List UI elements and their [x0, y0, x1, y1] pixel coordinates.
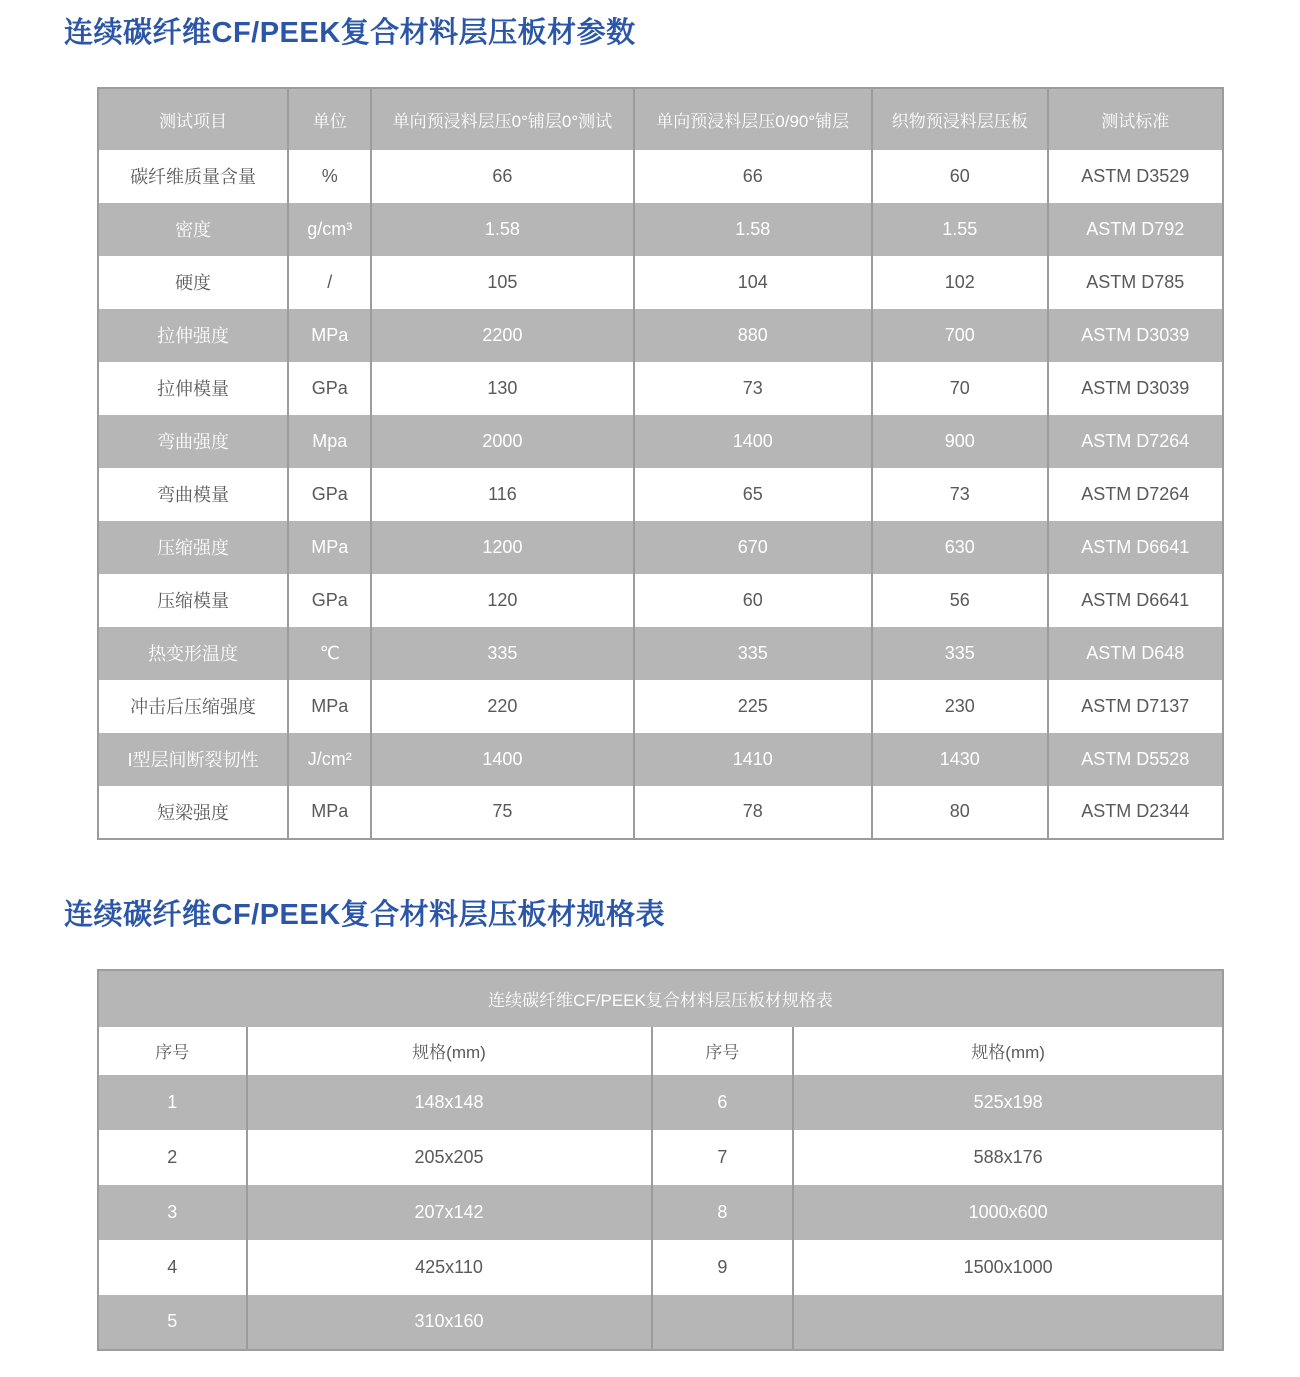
params-cell-r2-c5: ASTM D785 [1048, 256, 1224, 309]
params-row-6 [98, 468, 1223, 521]
params-cell-r1-c3: 1.58 [634, 203, 873, 256]
params-cell-r1-c0: 密度 [175, 220, 212, 241]
params-cell-r9-c2: 335 [371, 627, 633, 680]
params-cell-r0-c0: 碳纤维质量含量 [130, 167, 257, 188]
params-cell-r8-c3: 60 [634, 574, 873, 627]
spec-cell-r0-c3: 525x198 [793, 1075, 1223, 1130]
params-row-5 [98, 415, 1223, 468]
params-cell-r0-c1: % [288, 150, 371, 203]
params-row-9 [98, 627, 1223, 680]
params-cell-r10-c1: MPa [288, 680, 371, 733]
params-cell-r9-c0: 热变形温度 [148, 644, 239, 665]
spec-row-4 [98, 1295, 1223, 1350]
params-cell-r7-c3: 670 [634, 521, 873, 574]
params-cell-r5-c3: 1400 [634, 415, 873, 468]
params-row-1 [98, 203, 1223, 256]
params-cell-r7-c5: ASTM D6641 [1048, 521, 1224, 574]
params-cell-r7-c0: 压缩强度 [157, 538, 230, 559]
params-row-3 [98, 309, 1223, 362]
spec-cell-r0-c0: 1 [167, 1091, 178, 1112]
spec-cell-r4-c3 [793, 1295, 1223, 1350]
params-cell-r8-c4: 56 [872, 574, 1048, 627]
params-cell-r9-c4: 335 [872, 627, 1048, 680]
params-cell-r12-c1: MPa [288, 786, 371, 839]
params-cell-r5-c5: ASTM D7264 [1048, 415, 1224, 468]
params-cell-r12-c4: 80 [872, 786, 1048, 839]
params-header-3: 单向预浸料层压0/90°铺层 [634, 88, 873, 150]
params-cell-r8-c2: 120 [371, 574, 633, 627]
params-cell-r10-c0: 冲击后压缩强度 [130, 697, 257, 718]
params-cell-r6-c5: ASTM D7264 [1048, 468, 1224, 521]
spec-table-header-row [98, 1027, 1223, 1075]
params-cell-r11-c4: 1430 [872, 733, 1048, 786]
spec-cell-r3-c0: 4 [167, 1256, 178, 1277]
params-cell-r0-c2: 66 [371, 150, 633, 203]
params-cell-r11-c3: 1410 [634, 733, 873, 786]
params-cell-r2-c4: 102 [872, 256, 1048, 309]
params-header-5: 测试标准 [1048, 88, 1224, 150]
spec-cell-r0-c2: 6 [652, 1075, 794, 1130]
params-cell-r8-c0: 压缩模量 [157, 591, 230, 612]
params-cell-r9-c3: 335 [634, 627, 873, 680]
spec-cell-r1-c0: 2 [167, 1146, 178, 1167]
params-cell-r1-c1: g/cm³ [288, 203, 371, 256]
spec-cell-r4-c0: 5 [167, 1311, 178, 1332]
params-header-1: 单位 [288, 88, 371, 150]
params-row-4 [98, 362, 1223, 415]
params-cell-r4-c2: 130 [371, 362, 633, 415]
params-cell-r4-c5: ASTM D3039 [1048, 362, 1224, 415]
spec-cell-r1-c1: 205x205 [247, 1130, 652, 1185]
params-cell-r6-c0: 弯曲模量 [157, 485, 230, 506]
spec-row-3 [98, 1240, 1223, 1295]
spec-header-3: 规格(mm) [793, 1027, 1223, 1075]
spec-header-1: 规格(mm) [247, 1027, 652, 1075]
spec-cell-r0-c1: 148x148 [247, 1075, 652, 1130]
params-cell-r12-c3: 78 [634, 786, 873, 839]
params-cell-r10-c3: 225 [634, 680, 873, 733]
params-row-10 [98, 680, 1223, 733]
spec-cell-r2-c3: 1000x600 [793, 1185, 1223, 1240]
params-cell-r3-c1: MPa [288, 309, 371, 362]
spec-table [97, 969, 1224, 1351]
params-cell-r1-c4: 1.55 [872, 203, 1048, 256]
spec-header-0: 序号 [98, 1027, 247, 1075]
params-cell-r6-c3: 65 [634, 468, 873, 521]
params-header-2: 单向预浸料层压0°铺层0°测试 [371, 88, 633, 150]
params-cell-r5-c4: 900 [872, 415, 1048, 468]
spec-header-2: 序号 [652, 1027, 794, 1075]
spec-cell-r2-c1: 207x142 [247, 1185, 652, 1240]
params-cell-r0-c5: ASTM D3529 [1048, 150, 1224, 203]
params-cell-r1-c5: ASTM D792 [1048, 203, 1224, 256]
params-table [97, 87, 1224, 840]
spec-cell-r4-c1: 310x160 [247, 1295, 652, 1350]
spec-cell-r3-c1: 425x110 [247, 1240, 652, 1295]
spec-row-1 [98, 1130, 1223, 1185]
spec-cell-r2-c2: 8 [652, 1185, 794, 1240]
params-cell-r4-c1: GPa [288, 362, 371, 415]
spec-section-title: 连续碳纤维CF/PEEK复合材料层压板材规格表 [64, 898, 666, 931]
params-cell-r11-c1: J/cm² [288, 733, 371, 786]
params-row-11 [98, 733, 1223, 786]
params-cell-r3-c0: 拉伸强度 [157, 326, 230, 347]
params-cell-r5-c0: 弯曲强度 [157, 432, 230, 453]
params-cell-r12-c2: 75 [371, 786, 633, 839]
params-cell-r11-c5: ASTM D5528 [1048, 733, 1224, 786]
params-cell-r12-c0: 短梁强度 [157, 802, 230, 823]
params-cell-r6-c2: 116 [371, 468, 633, 521]
spec-row-0 [98, 1075, 1223, 1130]
params-row-12 [98, 786, 1223, 839]
spec-cell-r1-c3: 588x176 [793, 1130, 1223, 1185]
params-cell-r9-c5: ASTM D648 [1048, 627, 1224, 680]
spec-cell-r1-c2: 7 [652, 1130, 794, 1185]
params-table-header-row [98, 88, 1223, 150]
params-header-0: 测试项目 [98, 88, 288, 150]
params-cell-r2-c1: / [288, 256, 371, 309]
params-cell-r1-c2: 1.58 [371, 203, 633, 256]
params-cell-r10-c2: 220 [371, 680, 633, 733]
spec-row-2 [98, 1185, 1223, 1240]
params-cell-r7-c4: 630 [872, 521, 1048, 574]
params-row-7 [98, 521, 1223, 574]
params-cell-r4-c3: 73 [634, 362, 873, 415]
spec-cell-r2-c0: 3 [167, 1201, 178, 1222]
params-cell-r5-c1: Mpa [288, 415, 371, 468]
params-cell-r3-c5: ASTM D3039 [1048, 309, 1224, 362]
spec-table-caption-row [98, 970, 1223, 1027]
params-cell-r11-c0: I型层间断裂韧性 [127, 750, 259, 771]
params-row-2 [98, 256, 1223, 309]
params-cell-r10-c5: ASTM D7137 [1048, 680, 1224, 733]
params-cell-r0-c4: 60 [872, 150, 1048, 203]
params-cell-r4-c4: 70 [872, 362, 1048, 415]
params-cell-r10-c4: 230 [872, 680, 1048, 733]
params-cell-r3-c2: 2200 [371, 309, 633, 362]
params-cell-r6-c1: GPa [288, 468, 371, 521]
params-cell-r2-c2: 105 [371, 256, 633, 309]
params-cell-r0-c3: 66 [634, 150, 873, 203]
params-cell-r8-c1: GPa [288, 574, 371, 627]
params-cell-r3-c4: 700 [872, 309, 1048, 362]
params-cell-r6-c4: 73 [872, 468, 1048, 521]
spec-cell-r3-c3: 1500x1000 [793, 1240, 1223, 1295]
params-cell-r2-c0: 硬度 [175, 273, 212, 294]
params-header-4: 织物预浸料层压板 [872, 88, 1048, 150]
params-cell-r3-c3: 880 [634, 309, 873, 362]
spec-table-caption: 连续碳纤维CF/PEEK复合材料层压板材规格表 [98, 970, 1223, 1027]
params-cell-r5-c2: 2000 [371, 415, 633, 468]
params-cell-r4-c0: 拉伸模量 [157, 379, 230, 400]
params-cell-r8-c5: ASTM D6641 [1048, 574, 1224, 627]
params-cell-r7-c1: MPa [288, 521, 371, 574]
params-cell-r12-c5: ASTM D2344 [1048, 786, 1224, 839]
params-row-8 [98, 574, 1223, 627]
params-cell-r11-c2: 1400 [371, 733, 633, 786]
spec-cell-r4-c2 [652, 1295, 794, 1350]
spec-cell-r3-c2: 9 [652, 1240, 794, 1295]
params-section-title: 连续碳纤维CF/PEEK复合材料层压板材参数 [64, 17, 636, 49]
params-cell-r7-c2: 1200 [371, 521, 633, 574]
params-row-0 [98, 150, 1223, 203]
params-cell-r9-c1: ℃ [288, 627, 371, 680]
params-cell-r2-c3: 104 [634, 256, 873, 309]
